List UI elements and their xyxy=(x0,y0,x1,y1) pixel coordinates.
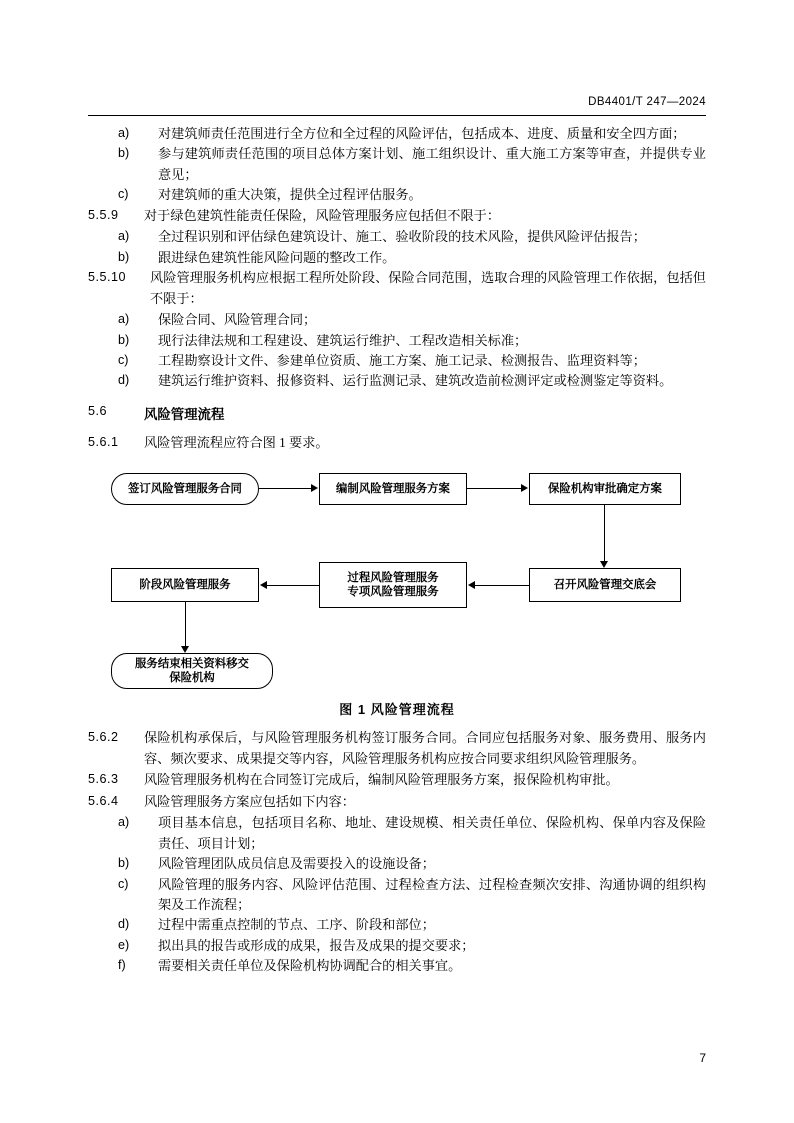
arrow-down-icon xyxy=(181,646,189,653)
list-item xyxy=(88,124,706,144)
list-marker: d) xyxy=(118,917,130,932)
flow-connector xyxy=(467,488,521,489)
list-text: 需要相关责任单位及保险机构协调配合的相关事宜。 xyxy=(158,958,462,974)
list-text: 拟出具的报告或形成的成果，报告及成果的提交要求； xyxy=(158,937,475,953)
list-item xyxy=(88,371,706,391)
clause-5-6-2 xyxy=(88,728,706,769)
list-marker: c) xyxy=(118,876,129,891)
list-marker: b) xyxy=(118,249,130,264)
flow-node-kickoff-meeting: 召开风险管理交底会 xyxy=(529,568,681,602)
list-marker: b) xyxy=(118,146,130,161)
clause-5-5-10 xyxy=(88,268,706,309)
flow-node-stage-services: 阶段风险管理服务 xyxy=(111,568,259,602)
arrow-right-icon xyxy=(311,484,318,492)
section-title: 风险管理流程 xyxy=(144,406,225,422)
list-text: 工程勘察设计文件、参建单位资质、施工方案、施工记录、检测报告、监理资料等； xyxy=(158,352,646,368)
list-marker: e) xyxy=(118,937,130,952)
flow-node-prepare-plan: 编制风险管理服务方案 xyxy=(319,473,467,505)
list-item xyxy=(88,331,706,351)
clause-5-6-1 xyxy=(88,433,706,453)
list-marker: f) xyxy=(118,958,126,973)
list-text: 对建筑师责任范围进行全方位和全过程的风险评估，包括成本、进度、质量和安全四方面； xyxy=(158,126,686,141)
section-heading-5-6 xyxy=(88,404,706,423)
list-text: 现行法律法规和工程建设、建筑运行维护、工程改造相关标准； xyxy=(158,332,528,348)
clause-text: 对于绿色建筑性能责任保险，风险管理服务应包括但不限于： xyxy=(144,207,501,223)
list-item xyxy=(88,875,706,916)
list-marker: c) xyxy=(118,352,129,367)
flow-node-line-1: 过程风险管理服务 xyxy=(347,572,439,585)
header-rule xyxy=(88,115,706,116)
clause-number: 5.5.10 xyxy=(88,270,127,285)
flow-node-line-1: 服务结束相关资料移交 xyxy=(135,658,249,671)
list-marker: d) xyxy=(118,373,130,388)
list-marker: a) xyxy=(118,312,130,327)
list-item xyxy=(88,915,706,935)
list-text: 过程中需重点控制的节点、工序、阶段和部位； xyxy=(158,917,435,933)
list-item xyxy=(88,144,706,185)
list-item xyxy=(88,227,706,247)
list-item xyxy=(88,185,706,205)
list-item xyxy=(88,854,706,874)
clause-5-6-3 xyxy=(88,770,706,790)
clause-text: 风险管理服务机构应根据工程所处阶段、保险合同范围，选取合理的风险管理工作依据，包括但不限于： xyxy=(150,270,706,306)
list-item xyxy=(88,956,706,976)
flow-node-sign-contract: 签订风险管理服务合同 xyxy=(111,473,259,505)
section-number: 5.6 xyxy=(88,403,108,418)
clause-text: 保险机构承保后，与风险管理服务机构签订服务合同。合同应包括服务对象、服务费用、服务内容、频次要求、成果提交等内容，风险管理服务机构应按合同要求组织风险管理服务。 xyxy=(144,730,706,766)
list-text: 跟进绿色建筑性能风险问题的整改工作。 xyxy=(158,249,396,265)
list-text: 参与建筑师责任范围的项目总体方案计划、施工组织设计、重大施工方案等审查，并提供专业意见； xyxy=(158,146,706,182)
flow-node-line-2: 保险机构 xyxy=(169,672,215,685)
flow-node-line-2: 专项风险管理服务 xyxy=(347,586,439,599)
list-text: 对建筑师的重大决策，提供全过程评估服务。 xyxy=(158,187,422,203)
clause-number: 5.6.4 xyxy=(88,793,119,808)
clause-text: 风险管理服务机构在合同签订完成后，编制风险管理服务方案，报保险机构审批。 xyxy=(144,772,619,788)
clause-5-6-4 xyxy=(88,792,706,812)
clause-number: 5.6.3 xyxy=(88,772,119,787)
arrow-left-icon xyxy=(468,581,475,589)
list-item xyxy=(88,351,706,371)
list-marker: c) xyxy=(118,187,129,202)
page-number: 7 xyxy=(699,1051,706,1065)
figure-caption: 图 1 风险管理流程 xyxy=(339,702,455,718)
list-marker: a) xyxy=(118,126,130,140)
list-text: 建筑运行维护资料、报修资料、运行监测记录、建筑改造前检测评定或检测鉴定等资料。 xyxy=(158,373,673,389)
list-text: 项目基本信息，包括项目名称、地址、建设规模、相关责任单位、保险机构、保单内容及保险责任、项目计划； xyxy=(158,815,706,851)
flowchart-figure xyxy=(97,467,697,689)
document-content xyxy=(88,124,706,977)
page-header-standard-code: DB4401/T 247—2024 xyxy=(588,96,706,108)
flow-node-process-services xyxy=(319,562,467,608)
arrow-down-icon xyxy=(600,561,608,568)
flow-node-insurer-approve: 保险机构审批确定方案 xyxy=(529,473,681,505)
clause-number: 5.5.9 xyxy=(88,207,119,222)
clause-text: 风险管理流程应符合图 1 要求。 xyxy=(144,434,329,450)
clause-text: 风险管理服务方案应包括如下内容： xyxy=(144,793,355,809)
flow-connector xyxy=(185,602,186,646)
flow-connector xyxy=(604,505,605,561)
list-text: 风险管理的服务内容、风险评估范围、过程检查方法、过程检查频次安排、沟通协调的组织构架及工作流程； xyxy=(158,876,706,912)
clause-5-5-9 xyxy=(88,206,706,226)
arrow-right-icon xyxy=(521,484,528,492)
list-marker: a) xyxy=(118,815,130,830)
flow-connector xyxy=(259,488,311,489)
clause-number: 5.6.2 xyxy=(88,730,119,745)
list-marker: b) xyxy=(118,856,130,871)
list-text: 保险合同、风险管理合同； xyxy=(158,312,317,328)
list-item xyxy=(88,248,706,268)
list-text: 风险管理团队成员信息及需要投入的设施设备； xyxy=(158,856,435,872)
flow-connector xyxy=(267,585,319,586)
flow-connector xyxy=(475,585,529,586)
list-item xyxy=(88,813,706,854)
list-marker: b) xyxy=(118,332,130,347)
arrow-left-icon xyxy=(260,581,267,589)
list-item xyxy=(88,936,706,956)
list-item xyxy=(88,310,706,330)
clause-number: 5.6.1 xyxy=(88,434,119,449)
list-text: 全过程识别和评估绿色建筑设计、施工、验收阶段的技术风险，提供风险评估报告； xyxy=(158,229,646,245)
list-marker: a) xyxy=(118,229,130,244)
flow-node-handover-materials xyxy=(111,653,273,689)
